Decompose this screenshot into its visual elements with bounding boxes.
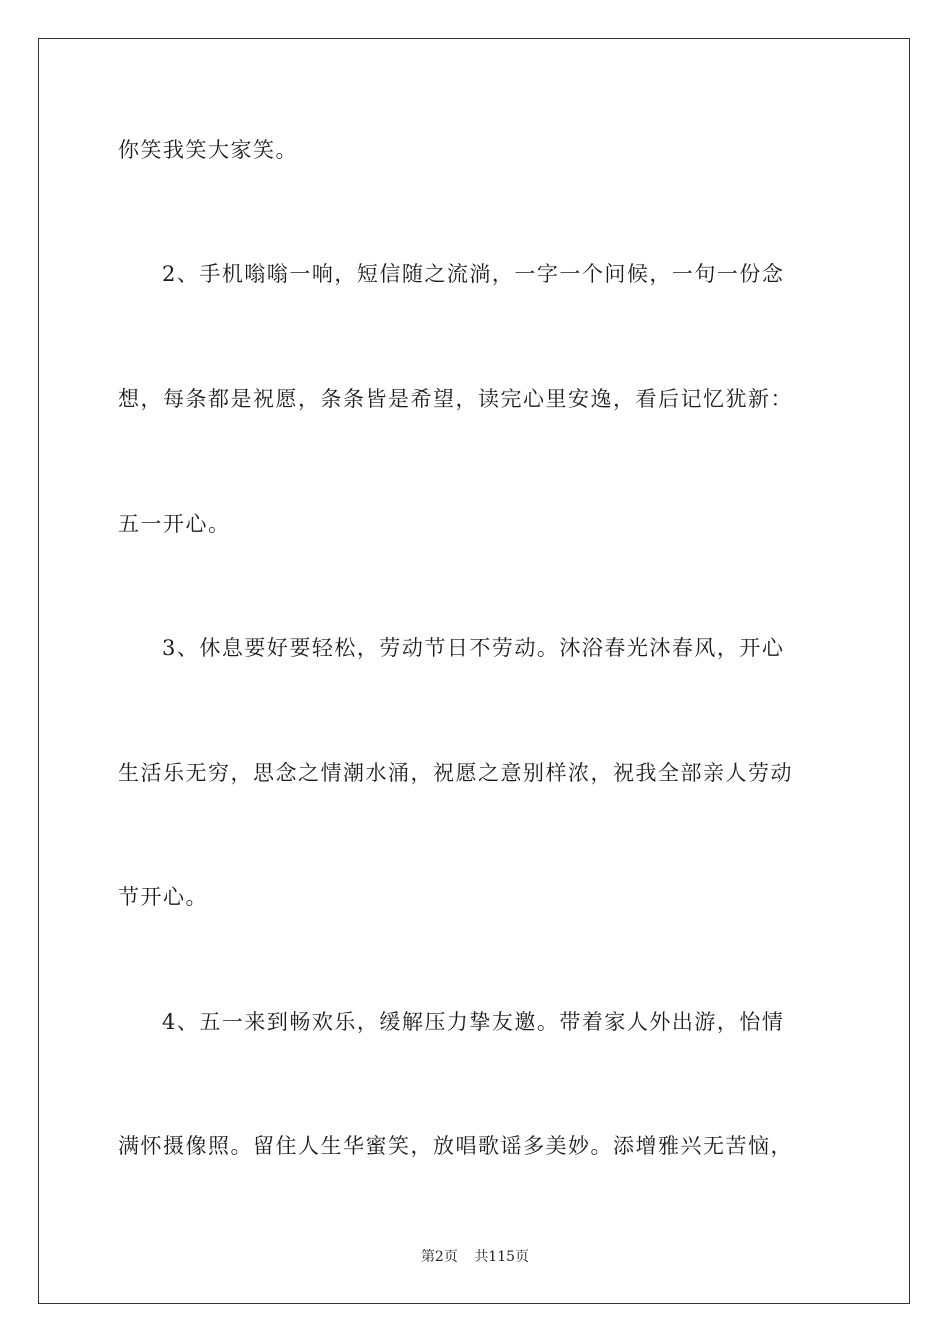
page-total: 共115页 xyxy=(474,1249,530,1265)
paragraph-4-line-2: 满怀摄像照。留住人生华蜜笑，放唱歌谣多美妙。添增雅兴无苦恼， xyxy=(118,1134,793,1158)
page-footer xyxy=(0,1246,950,1266)
paragraph-2-line-1: 2、手机嗡嗡一响，短信随之流淌，一字一个问候，一句一份念 xyxy=(162,262,785,286)
paragraph-4-line-1: 4、五一来到畅欢乐，缓解压力挚友邀。带着家人外出游，怡情 xyxy=(162,1010,785,1034)
paragraph-2-line-2: 想，每条都是祝愿，条条皆是希望，读完心里安逸，看后记忆犹新： xyxy=(118,387,793,411)
text-line: 你笑我笑大家笑。 xyxy=(118,138,298,162)
paragraph-3-line-1: 3、休息要好要轻松，劳动节日不劳动。沐浴春光沐春风，开心 xyxy=(162,636,785,660)
paragraph-3-line-2: 生活乐无穷，思念之情潮水涌，祝愿之意别样浓，祝我全部亲人劳动 xyxy=(118,761,793,785)
paragraph-2-line-3: 五一开心。 xyxy=(118,512,231,536)
page-number: 第2页 xyxy=(420,1249,458,1265)
paragraph-3-line-3: 节开心。 xyxy=(118,885,208,909)
page-border xyxy=(38,38,910,1304)
